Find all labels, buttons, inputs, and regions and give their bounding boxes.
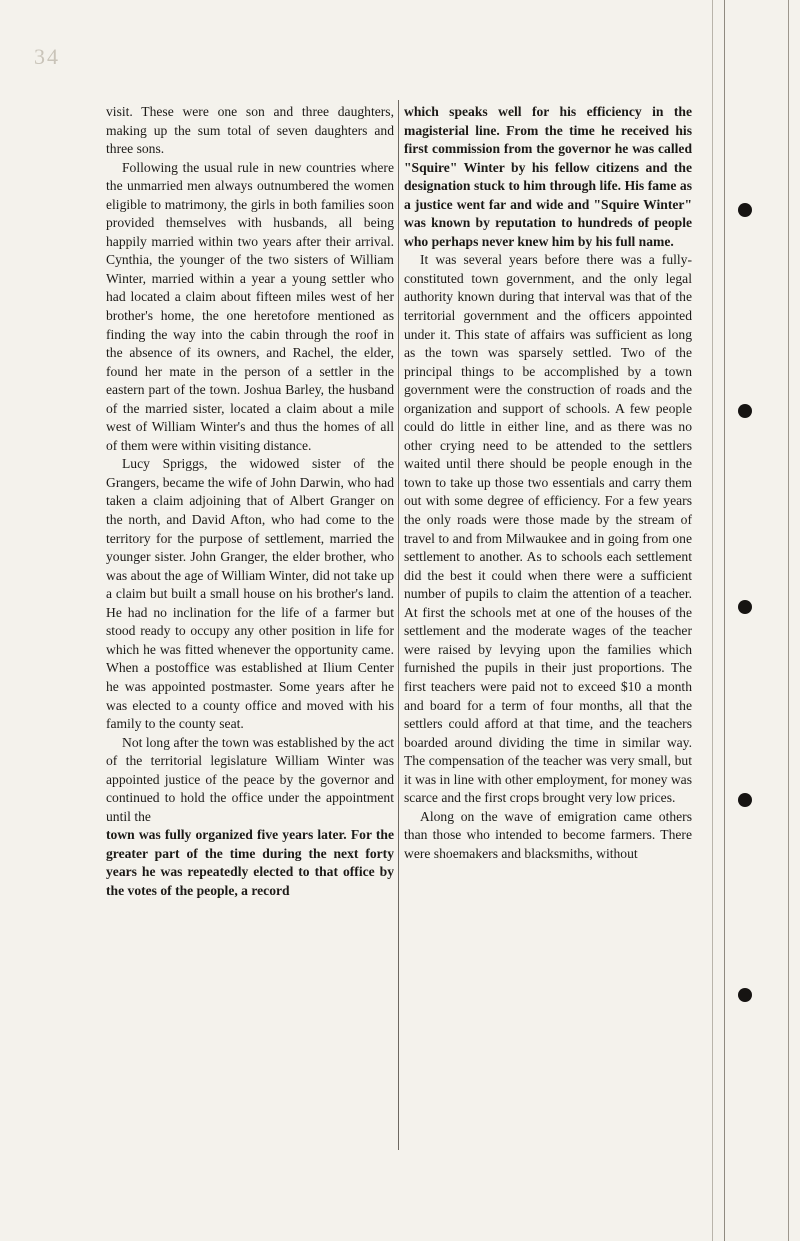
paragraph: Lucy Spriggs, the widowed sister of the Grangers, became the wife of John Darwin, who had taken a claim adjoining that of Albert Granger on the north, and David Afton, who had come to the territory for the purpose of settlement, married the younger sister. John Granger, the elder brother, who was about the age of William Winter, did not take up a claim but built a small house on his brother's land. He had no inclination for the life of a farmer but stood ready to occupy any other position in life for which he was fitted whenever the opportunity came. When a postoffice was established at Ilium Center he was appointed postmaster. Some years after he was elected to a county office and moved with his family to the county seat. bbox=[106, 456, 394, 732]
column-divider bbox=[398, 100, 399, 1150]
punch-hole-icon bbox=[738, 600, 752, 614]
paragraph: Following the usual rule in new countries where the unmarried men always outnumbered the women eligible to matrimony, the girls in both families soon provided themselves with husbands, all being happily married within two years after their arrival. Cynthia, the younger of the two sisters of William Winter, married within a year a young settler who had located a claim about fifteen miles west of her brother's home, the one heretofore mentioned as finding the way into the cabin through the roof in the absence of its owners, and Rachel, the elder, found her mate in the person of a settler in the eastern part of the town. Joshua Barley, the husband of the married sister, located a claim about a mile west of William Winter's and thus the homes of all of them were within visiting distance. bbox=[106, 159, 394, 453]
punch-hole-icon bbox=[738, 404, 752, 418]
paragraph: Along on the wave of emigration came others than those who intended to become farmers. There were shoemakers and blacksmiths, without bbox=[404, 808, 692, 861]
paragraph-continuation: which speaks well for his efficiency in the magisterial line. From the time he received his first commission from the governor he was called "Squire" Winter by his fellow citizens and the designation stuck to him through life. His fame as a justice went far and wide and "Squire Winter" was known by reputation to hundreds of people who perhaps never knew him by his full name. bbox=[404, 104, 692, 249]
paragraph: It was several years before there was a fully-constituted town government, and the only legal authority known during that interval was that of the territorial government and the officers appointed under it. This state of affairs was sufficient as long as the town was sparsely settled. Two of the principal things to be accomplished by a town government were the construction of roads and the organization and support of schools. A few people could do little in either line, and as there was no other crying need to be attended to the settlers waited until there should be people enough in the town to take up those two essentials and carry them out with some degree of efficiency. For a few years the only roads were those made by the stream of travel to and from Milwaukee and in going from one settlement to another. As to schools each settlement did the best it could when there were a sufficient number of pupils to claim the attention of a teacher. At first the schools met at one of the houses of the settlement and the moderate wages of the teacher were raised by levying upon the families which furnished the pupils in their just proportions. The first teachers were paid not to exceed $10 a month and board for a term of four months, all that the settlers could afford at that time, and the teachers boarded around dividing the time in similar way. The compensation of the teacher was very small, but it was in line with other employment, for money was scarce and the first crops brought very low prices. bbox=[404, 252, 692, 806]
page-edge-line bbox=[788, 0, 789, 1241]
paragraph-continuation: town was fully organized five years later. For the greater part of the time during the next forty years he was repeatedly elected to that office by the votes of the people, a record bbox=[106, 827, 394, 898]
page-number: 34 bbox=[34, 44, 60, 69]
paragraph: Not long after the town was established by the act of the territorial legislature William Winter was appointed justice of the peace by the governor and continued to hold the office under the appointment until the bbox=[106, 734, 394, 824]
punch-hole-icon bbox=[738, 203, 752, 217]
paragraph: visit. These were one son and three daughters, making up the sum total of seven daughters and three sons. bbox=[106, 104, 394, 157]
right-column bbox=[404, 103, 692, 863]
punch-hole-icon bbox=[738, 988, 752, 1002]
left-column bbox=[106, 103, 394, 901]
page-edge-line bbox=[712, 0, 713, 1241]
page-edge-line bbox=[724, 0, 725, 1241]
punch-hole-icon bbox=[738, 793, 752, 807]
